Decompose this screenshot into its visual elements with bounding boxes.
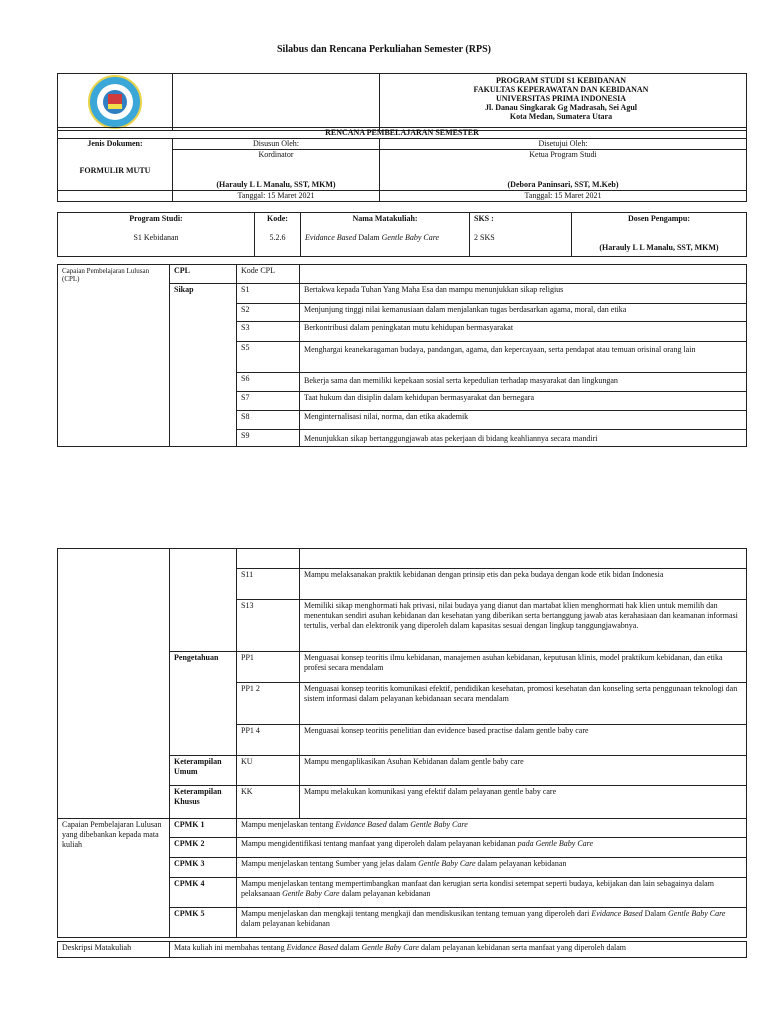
header-line: UNIVERSITAS PRIMA INDONESIA xyxy=(495,94,627,103)
program-label: Program Studi: xyxy=(129,214,183,223)
cpmk-code: CPMK 2 xyxy=(170,838,237,858)
approved-date: Tanggal: 15 Maret 2021 xyxy=(380,191,747,202)
approved-by-cell xyxy=(380,139,747,191)
cpmk-text: Mampu menjelaskan tentang Sumber yang jelas dalam xyxy=(241,859,419,868)
cpmk-text: Dalam xyxy=(642,909,668,918)
code-cell xyxy=(255,213,301,257)
doc-type-label: Jenis Dokumen: xyxy=(87,139,143,148)
code-value: 5.2.6 xyxy=(269,233,286,242)
course-name-label: Nama Matakuliah: xyxy=(352,214,418,223)
description-text xyxy=(170,942,747,958)
cpmk-table xyxy=(57,818,747,938)
approved-by-name: (Debora Paninsari, SST, M.Keb) xyxy=(507,180,619,189)
sikap-label: Sikap xyxy=(170,284,237,447)
cpmk-label: Capaian Pembelajaran Lulusan yang dibebankan kepada mata kuliah xyxy=(58,819,170,938)
cpl-desc-header xyxy=(300,265,747,284)
cpl-code: S2 xyxy=(237,304,300,322)
cpl-desc: Bertakwa kepada Tuhan Yang Maha Esa dan mampu menunjukkan sikap religius xyxy=(300,284,747,304)
cpl-desc: Memiliki sikap menghormati hak privasi, nilai budaya yang dianut dan martabat klien menghormati hak klien untuk memilih dan menentukan sendiri asuhan kebidanan dan kesehatan yang diberikan serta bertanggung jawab atas kerahasiaan dan keamanan informasi tertulis, verbal dan elektronik yang diperoleh dalam kapasitas sesuai dengan lingkup tanggungjawabnya. xyxy=(300,600,747,652)
description-table xyxy=(57,941,747,958)
credits-label: SKS : xyxy=(474,214,494,223)
rps-title: RENCANA PEMBELAJARAN SEMESTER xyxy=(58,128,747,139)
cpmk-text: dalam pelayanan kebidanan xyxy=(241,919,330,928)
cpmk-desc xyxy=(237,838,747,858)
cpmk-code: CPMK 5 xyxy=(170,908,237,938)
cpl-desc: Menginternalisasi nilai, norma, dan etika akademik xyxy=(300,411,747,430)
course-name-part: Gentle Baby Care xyxy=(381,233,440,242)
cpl-desc: Bekerja sama dan memiliki kepekaan sosial serta kepedulian terhadap masyarakat dan lingkungan xyxy=(300,373,747,392)
blank-date-cell xyxy=(58,191,173,202)
course-name-part: Evidance Based xyxy=(305,233,357,242)
cpl-desc: Taat hukum dan disiplin dalam kehidupan bermasyarakat dan bernegara xyxy=(300,392,747,411)
cpl-code: S13 xyxy=(237,600,300,652)
cpmk-desc xyxy=(237,908,747,938)
course-name-part: Dalam xyxy=(356,233,382,242)
cpl-code: S11 xyxy=(237,569,300,600)
cpmk-text: Mampu menjelaskan dan mengkaji tentang mengkaji dan mendiskusikan tentang temuan yang diperoleh dari xyxy=(241,909,592,918)
logo-cell xyxy=(58,74,173,131)
university-logo xyxy=(88,75,142,129)
blank-header-cell xyxy=(173,74,380,131)
description-part: dalam pelayanan kebidanan serta manfaat yang diperoleh dalam xyxy=(418,943,626,952)
cpmk-text: Mampu menjelaskan tentang xyxy=(241,820,336,829)
doc-type-cell xyxy=(58,139,173,191)
credits-value: 2 SKS xyxy=(474,233,495,242)
header-line: FAKULTAS KEPERAWATAN DAN KEBIDANAN xyxy=(473,85,649,94)
institution-header xyxy=(380,74,747,131)
cpmk-text: Gentle Baby Care xyxy=(418,859,476,868)
cpmk-code: CPMK 4 xyxy=(170,878,237,908)
cpl-code: KK xyxy=(237,786,300,819)
cpmk-text: Evidance Based xyxy=(335,820,387,829)
cpl-code: KU xyxy=(237,756,300,786)
code-label: Kode: xyxy=(267,214,288,223)
cpl-code: S1 xyxy=(237,284,300,304)
cpl-desc: Mampu melaksanakan praktik kebidanan dengan prinsip etis dan peka budaya dengan kode etik bidan Indonesia xyxy=(300,569,747,600)
header-line: Kota Medan, Sumatera Utara xyxy=(509,112,613,121)
description-part: Evidance Based xyxy=(286,943,338,952)
program-cell xyxy=(58,213,255,257)
lecturer-value: (Harauly L L Manalu, SST, MKM) xyxy=(599,243,719,252)
cpmk-text: Evidance Based xyxy=(591,909,643,918)
lecturer-cell xyxy=(572,213,747,257)
prepared-by-name: (Harauly L L Manalu, SST, MKM) xyxy=(216,180,336,189)
cpmk-desc xyxy=(237,878,747,908)
cpl-code: S9 xyxy=(237,430,300,447)
cpmk-text: Gentle Baby Care xyxy=(668,909,726,918)
cpmk-code: CPMK 1 xyxy=(170,819,237,838)
prepared-by-role: Kordinator xyxy=(258,150,294,159)
cpl-desc: Menunjukkan sikap bertanggungjawab atas pekerjaan di bidang keahliannya secara mandiri xyxy=(300,430,747,447)
cpmk-text: dalam pelayanan kebidanan xyxy=(339,889,431,898)
cpmk-text: pada Gentle Baby Care xyxy=(517,839,594,848)
cpl-label: Capaian Pembelajaran Lulusan (CPL) xyxy=(58,265,170,447)
cpl-code: S3 xyxy=(237,322,300,342)
cpmk-text: Mampu menjelaskan tentang mempertimbangkan manfaat dan kerugian serta kondisi setempat seperti budaya, kebijakan dan lain sebagainya dalam pelaksanaan xyxy=(241,879,714,898)
cpmk-text: Gentle Baby Care xyxy=(410,820,468,829)
cpl-table-part1 xyxy=(57,264,747,447)
cpl-desc: Mampu mengaplikasikan Asuhan Kebidanan dalam gentle baby care xyxy=(300,756,747,786)
rps-table xyxy=(57,127,747,202)
cpl-desc: Menjunjung tinggi nilai kemanusiaan dalam menjalankan tugas berdasarkan agama, moral, dan etika xyxy=(300,304,747,322)
header-line: Jl. Danau Singkarak Gg Madrasah, Sei Agul xyxy=(484,103,638,112)
document-title: Silabus dan Rencana Perkuliahan Semester (RPS) xyxy=(276,44,491,55)
cpmk-text: dalam pelayanan kebidanan xyxy=(475,859,567,868)
description-part: Mata kuliah ini membahas tentang xyxy=(174,943,287,952)
sikap-label-continued xyxy=(170,549,237,652)
cpl-code: PP1 2 xyxy=(237,683,300,725)
description-label: Deskripsi Matakuliah xyxy=(58,942,170,958)
description-part: dalam xyxy=(337,943,362,952)
cpl-desc: Mampu melakukan komunikasi yang efektif dalam pelayanan gentle baby care xyxy=(300,786,747,819)
cpl-table-part2 xyxy=(57,548,747,819)
header-line: PROGRAM STUDI S1 KEBIDANAN xyxy=(495,76,626,85)
program-value: S1 Kebidanan xyxy=(133,233,179,242)
cpl-desc: Menguasai konsep teoritis komunikasi efektif, pendidikan kesehatan, promosi kesehatan dan konseling serta penggunaan teknologi dan sistem informasi dalam pelayanan kebidanaan secara mendalam xyxy=(300,683,747,725)
header-table xyxy=(57,73,747,131)
cpl-desc: Menghargai keanekaragaman budaya, pandangan, agama, dan kepercayaan, serta pendapat atau temuan orisinal orang lain xyxy=(300,342,747,373)
cpl-code: S8 xyxy=(237,411,300,430)
pengetahuan-label: Pengetahuan xyxy=(170,652,237,756)
cpl-desc: Berkontribusi dalam peningkatan mutu kehidupan bermasyarakat xyxy=(300,322,747,342)
prepared-by-cell xyxy=(173,139,380,191)
cpl-code: PP1 4 xyxy=(237,725,300,756)
credits-cell xyxy=(470,213,572,257)
doc-type-value: FORMULIR MUTU xyxy=(79,166,151,175)
course-name-value xyxy=(305,233,465,243)
cpl-label-empty xyxy=(58,549,170,819)
description-part: Gentle Baby Care xyxy=(361,943,419,952)
cpl-desc xyxy=(300,549,747,569)
course-table xyxy=(57,212,747,257)
prepared-by-label: Disusun Oleh: xyxy=(173,139,379,150)
cpmk-text: Gentle Baby Care xyxy=(282,889,340,898)
cpl-code: S7 xyxy=(237,392,300,411)
cpmk-code: CPMK 3 xyxy=(170,858,237,878)
cpl-code: S5 xyxy=(237,342,300,373)
cpmk-text: dalam xyxy=(386,820,411,829)
lecturer-label: Dosen Pengampu: xyxy=(627,214,690,223)
cpl-code: PP1 xyxy=(237,652,300,683)
cpl-header: CPL xyxy=(170,265,237,284)
cpl-code-header: Kode CPL xyxy=(237,265,300,284)
approved-by-role: Ketua Program Studi xyxy=(529,150,597,159)
cpl-desc: Menguasai konsep teoritis ilmu kebidanan, manajemen asuhan kebidanan, keputusan klinis, model praktikum kebidanan, dan etika profesi secara mendalam xyxy=(300,652,747,683)
cpmk-desc xyxy=(237,819,747,838)
course-name-cell xyxy=(301,213,470,257)
cpmk-text: Mampu mengidentifikasi tentang manfaat yang diperoleh dalam pelayanan kebidanan xyxy=(241,839,518,848)
prepared-date: Tanggal: 15 Maret 2021 xyxy=(173,191,380,202)
cpl-code xyxy=(237,549,300,569)
ku-label: Keterampilan Umum xyxy=(170,756,237,786)
cpl-code: S6 xyxy=(237,373,300,392)
approved-by-label: Disetujui Oleh: xyxy=(380,139,746,150)
kk-label: Keterampilan Khusus xyxy=(170,786,237,819)
cpl-desc: Menguasai konsep teoritis penelitian dan evidence based practise dalam gentle baby care xyxy=(300,725,747,756)
cpmk-desc xyxy=(237,858,747,878)
